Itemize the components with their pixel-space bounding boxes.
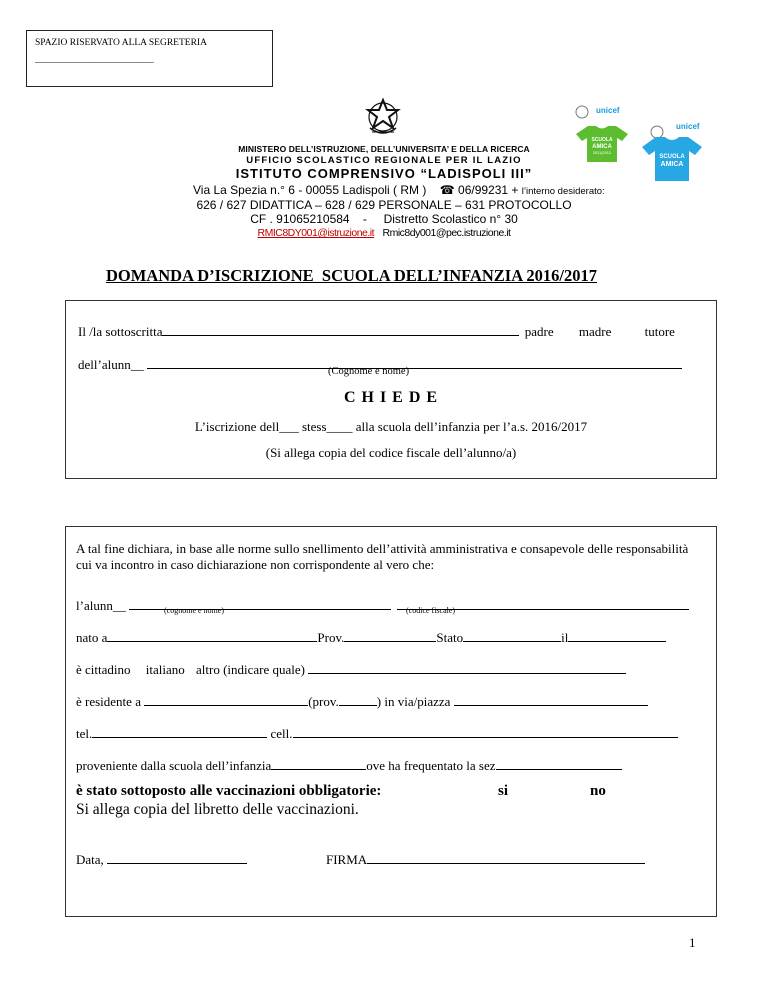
svg-text:AMICA: AMICA <box>592 144 612 150</box>
svg-text:SCUOLA: SCUOLA <box>659 154 685 160</box>
birth-row <box>76 627 666 646</box>
unicef-logo-2: unicef <box>676 122 700 131</box>
birth-prov-field[interactable] <box>344 627 436 642</box>
il-label: il <box>561 630 569 645</box>
regional-office: UFFICIO SCOLASTICO REGIONALE PER IL LAZIO <box>246 155 522 166</box>
vaccination-attach-text: Si allega copia del libretto delle vaccinazioni. <box>76 801 359 818</box>
citizen-label: è cittadino <box>76 662 131 677</box>
tel-field[interactable] <box>92 723 267 738</box>
date-label: Data, <box>76 852 104 867</box>
section-field[interactable] <box>496 755 622 770</box>
extensions-line: 626 / 627 DIDATTICA – 628 / 629 PERSONALE – 631 PROTOCOLLO <box>196 198 572 212</box>
signature-field[interactable] <box>367 849 645 864</box>
birth-date-field[interactable] <box>568 627 666 642</box>
email-line <box>0 227 768 239</box>
birthplace-field[interactable] <box>107 627 317 642</box>
vaccination-no-option[interactable]: no <box>590 783 606 799</box>
phone-note: l’interno desiderato: <box>521 186 605 197</box>
attach-fiscal-text: (Si allega copia del codice fiscale dell’alunno/a) <box>265 445 517 460</box>
residence-row <box>76 691 648 710</box>
signer-label: Il /la sottoscritta <box>78 324 163 339</box>
phone-icon: ☎ <box>439 183 455 197</box>
previous-school-field[interactable] <box>271 755 366 770</box>
tel-label: tel. <box>76 726 93 741</box>
ministry-name: MINISTERO DELL’ISTRUZIONE, DELL’UNIVERSITA’ E DELLA RICERCA <box>238 144 530 154</box>
residence-prov-field[interactable] <box>339 691 377 706</box>
page-number: 1 <box>689 935 696 950</box>
svg-text:AMICA: AMICA <box>660 161 684 168</box>
tutore-option[interactable]: tutore <box>644 324 675 339</box>
phone-number: 06/99231 + <box>458 183 519 197</box>
other-citizenship-field[interactable] <box>308 659 626 674</box>
residence-street-field[interactable] <box>454 691 648 706</box>
residence-city-field[interactable] <box>144 691 308 706</box>
school-from-label: proveniente dalla scuola dell’infanzia <box>76 758 272 773</box>
citizenship-row <box>76 659 626 678</box>
stato-label: Stato <box>436 630 464 645</box>
alunno-label: l’alunn__ <box>76 598 126 613</box>
tax-district-line: CF . 91065210584 - Distretto Scolastico n° 30 <box>250 212 518 226</box>
svg-text:2011|2012: 2011|2012 <box>592 150 612 155</box>
previous-school-row <box>76 755 622 774</box>
date-row <box>76 849 247 868</box>
pupil-name-hint: (Cognome e nome) <box>328 366 410 377</box>
vaccination-si-option[interactable]: si <box>498 783 509 799</box>
declaration-intro: A tal fine dichiara, in base alle norme sullo snellimento dell’attività amministrativa e consapevole delle responsabilità cui va incontro in caso dichiarazione non corrispondente al vero che: <box>76 541 689 572</box>
vaccination-label: è stato sottoposto alle vaccinazioni obbligatorie: <box>76 783 382 799</box>
altro-label: altro (indicare quale) <box>196 662 306 677</box>
prov-label: Prov. <box>317 630 345 645</box>
vaccination-row <box>76 783 606 800</box>
secretary-box-line: _________________________ <box>35 55 154 65</box>
cell-field[interactable] <box>293 723 678 738</box>
italiano-option[interactable]: italiano <box>145 662 185 677</box>
madre-option[interactable]: madre <box>578 324 612 339</box>
declaration-section <box>65 526 717 917</box>
padre-option[interactable]: padre <box>524 324 554 339</box>
resident-label: è residente a <box>76 694 141 709</box>
republic-logo-small-1 <box>573 104 591 120</box>
date-field[interactable] <box>107 849 247 864</box>
unicef-logo-1: unicef <box>596 106 620 115</box>
request-section <box>65 300 717 479</box>
contacts-row <box>76 723 678 742</box>
form-title: DOMANDA D’ISCRIZIONE SCUOLA DELL’INFANZIA 2016/2017 <box>106 266 597 285</box>
firma-label: FIRMA <box>326 852 368 867</box>
cell-label: cell. <box>270 726 293 741</box>
address-text: Via La Spezia n.° 6 - 00055 Ladispoli ( RM ) <box>193 183 427 197</box>
secretary-box-title: SPAZIO RISERVATO ALLA SEGRETERIA <box>35 38 207 48</box>
birth-country-field[interactable] <box>463 627 561 642</box>
institute-name: ISTITUTO COMPRENSIVO “LADISPOLI III” <box>235 166 533 181</box>
alunno-name-hint: (cognome e nome) <box>164 606 224 615</box>
pupil-label: dell’alunn__ <box>78 357 144 372</box>
via-label: ) in via/piazza <box>376 694 451 709</box>
signer-row <box>78 321 675 340</box>
svg-text:SCUOLA: SCUOLA <box>591 137 613 143</box>
secretary-box <box>26 30 273 87</box>
sez-label: ove ha frequentato la sez <box>366 758 496 773</box>
prov-open-label: (prov. <box>308 694 339 709</box>
pec-email: Rmic8dy001@pec.istruzione.it <box>382 227 511 239</box>
chiede-heading: C H I E D E <box>343 389 439 406</box>
signature-row <box>326 849 645 868</box>
signer-name-field[interactable] <box>162 321 519 336</box>
address-line <box>193 183 605 197</box>
alunno-fiscal-hint: (codice fiscale) <box>406 606 456 615</box>
pupil-name-field[interactable] <box>147 354 682 369</box>
request-text: L’iscrizione dell___ stess____ alla scuola dell’infanzia per l’a.s. 2016/2017 <box>194 419 588 434</box>
born-label: nato a <box>76 630 108 645</box>
republic-emblem <box>365 98 401 138</box>
email-link[interactable]: RMIC8DY001@istruzione.it <box>257 227 375 239</box>
